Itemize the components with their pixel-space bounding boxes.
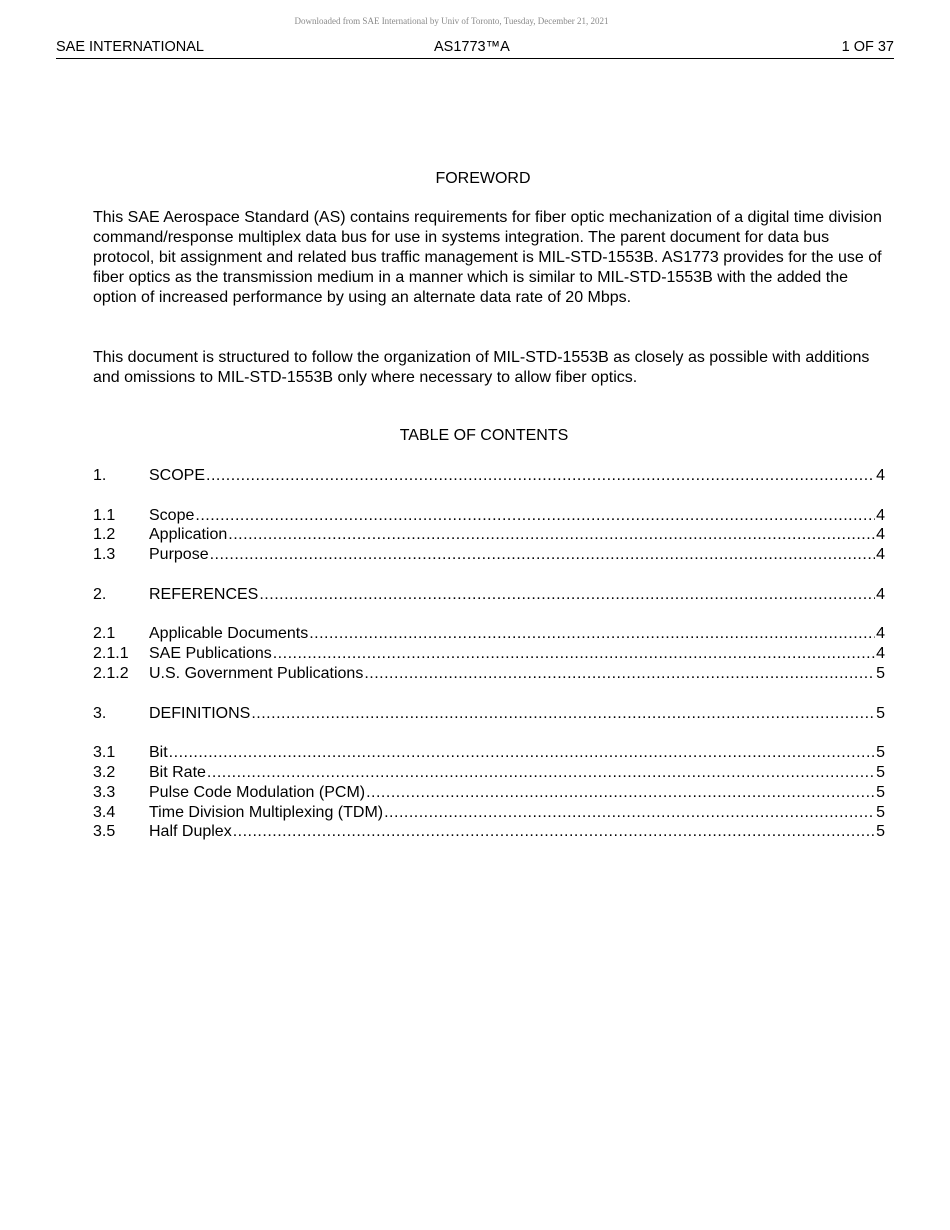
toc-entry-number: 1.3: [93, 546, 116, 564]
toc-entry[interactable]: [93, 624, 885, 644]
toc-entry-title: U.S. Government Publications: [149, 664, 364, 682]
toc-entry-number: 3.: [93, 704, 107, 722]
toc-entry[interactable]: [93, 585, 885, 605]
toc-dot-leader: [366, 783, 875, 803]
toc-entry-page: 5: [876, 823, 885, 841]
toc-entry-title: REFERENCES: [149, 585, 259, 603]
toc-entry-page: 5: [876, 763, 885, 781]
toc-entry-number: 1.2: [93, 526, 116, 544]
toc-dot-leader: [309, 624, 875, 644]
toc-entry-page: 5: [876, 803, 885, 821]
header-page-number: 1 OF 37: [841, 39, 894, 55]
toc-entry-page: 4: [876, 645, 885, 663]
toc-entry-page: 4: [876, 526, 885, 544]
toc-entry[interactable]: [93, 525, 885, 545]
toc-entry[interactable]: [93, 664, 885, 684]
toc-dot-leader: [364, 664, 875, 684]
page-header: [56, 38, 894, 59]
toc-entry[interactable]: [93, 644, 885, 664]
toc-entry[interactable]: [93, 743, 885, 763]
toc-entry-title: Half Duplex: [149, 823, 232, 841]
toc-dot-leader: [207, 763, 875, 783]
toc-entry-page: 4: [876, 546, 885, 564]
toc-entry[interactable]: [93, 466, 885, 486]
toc-entry-title: SAE Publications: [149, 645, 272, 663]
toc-entry-number: 3.5: [93, 823, 116, 841]
table-of-contents: [93, 466, 885, 842]
toc-entry-page: 4: [876, 585, 885, 603]
toc-dot-leader: [273, 644, 875, 664]
header-doc-id: AS1773™A: [434, 39, 510, 55]
toc-dot-leader: [210, 545, 876, 565]
toc-entry-number: 3.1: [93, 744, 116, 762]
toc-entry-page: 5: [876, 783, 885, 801]
toc-entry-page: 5: [876, 704, 885, 722]
toc-entry-number: 3.4: [93, 803, 116, 821]
toc-entry-page: 4: [876, 467, 885, 484]
toc-entry[interactable]: [93, 506, 885, 526]
toc-entry-number: 2.1: [93, 625, 116, 643]
toc-entry-title: Scope: [149, 506, 195, 524]
toc-entry-title: Purpose: [149, 546, 209, 564]
foreword-paragraph-2: This document is structured to follow the organization of MIL-STD-1553B as closely as possible with additions and omissions to MIL-STD-1553B only where necessary to allow fiber optics.: [93, 349, 870, 386]
toc-dot-leader: [233, 822, 875, 842]
toc-dot-leader: [384, 803, 875, 823]
toc-entry-number: 3.2: [93, 763, 116, 781]
toc-entry-title: Applicable Documents: [149, 625, 309, 643]
toc-entry-title: SCOPE: [149, 467, 206, 484]
toc-entry[interactable]: [93, 545, 885, 565]
toc-entry[interactable]: [93, 763, 885, 783]
foreword-heading: FOREWORD: [435, 170, 531, 187]
toc-entry-number: 2.1.1: [93, 645, 129, 663]
toc-entry-number: 1.: [93, 467, 107, 484]
toc-entry[interactable]: [93, 783, 885, 803]
toc-entry-page: 5: [876, 744, 885, 762]
toc-entry-number: 3.3: [93, 783, 116, 801]
toc-entry[interactable]: [93, 704, 885, 724]
toc-entry-number: 2.1.2: [93, 664, 129, 682]
toc-entry-title: Time Division Multiplexing (TDM): [149, 803, 384, 821]
toc-entry-title: Application: [149, 526, 228, 544]
toc-dot-leader: [195, 506, 875, 526]
toc-dot-leader: [259, 585, 875, 605]
toc-dot-leader: [169, 743, 875, 763]
toc-dot-leader: [206, 466, 875, 486]
toc-entry-number: 1.1: [93, 506, 116, 524]
toc-entry-title: DEFINITIONS: [149, 704, 251, 722]
header-org: SAE INTERNATIONAL: [56, 39, 204, 55]
toc-dot-leader: [251, 704, 875, 724]
toc-entry-title: Bit Rate: [149, 763, 206, 781]
download-watermark: Downloaded from SAE International by Univ of Toronto, Tuesday, December 21, 2021: [294, 16, 609, 26]
toc-entry[interactable]: [93, 822, 885, 842]
foreword-paragraph-1: This SAE Aerospace Standard (AS) contains requirements for fiber optic mechanization of a digital time division command/response multiplex data bus for use in systems integration. The parent document for data bus protocol, bit assignment and related bus traffic management is MIL-STD-1553B. AS1773 provides for the use of fiber optics as the transmission medium in a manner which is similar to MIL-STD-1553B with the added the option of increased performance by using an alternate data rate of 20 Mbps.: [93, 209, 882, 306]
toc-entry-title: Pulse Code Modulation (PCM): [149, 783, 366, 801]
toc-entry-title: Bit: [149, 744, 168, 762]
toc-entry-page: 4: [876, 506, 885, 524]
toc-entry-page: 4: [876, 625, 885, 643]
toc-entry-page: 5: [876, 664, 885, 682]
toc-entry-number: 2.: [93, 585, 107, 603]
toc-dot-leader: [228, 525, 875, 545]
toc-heading: TABLE OF CONTENTS: [399, 427, 569, 444]
toc-entry[interactable]: [93, 803, 885, 823]
